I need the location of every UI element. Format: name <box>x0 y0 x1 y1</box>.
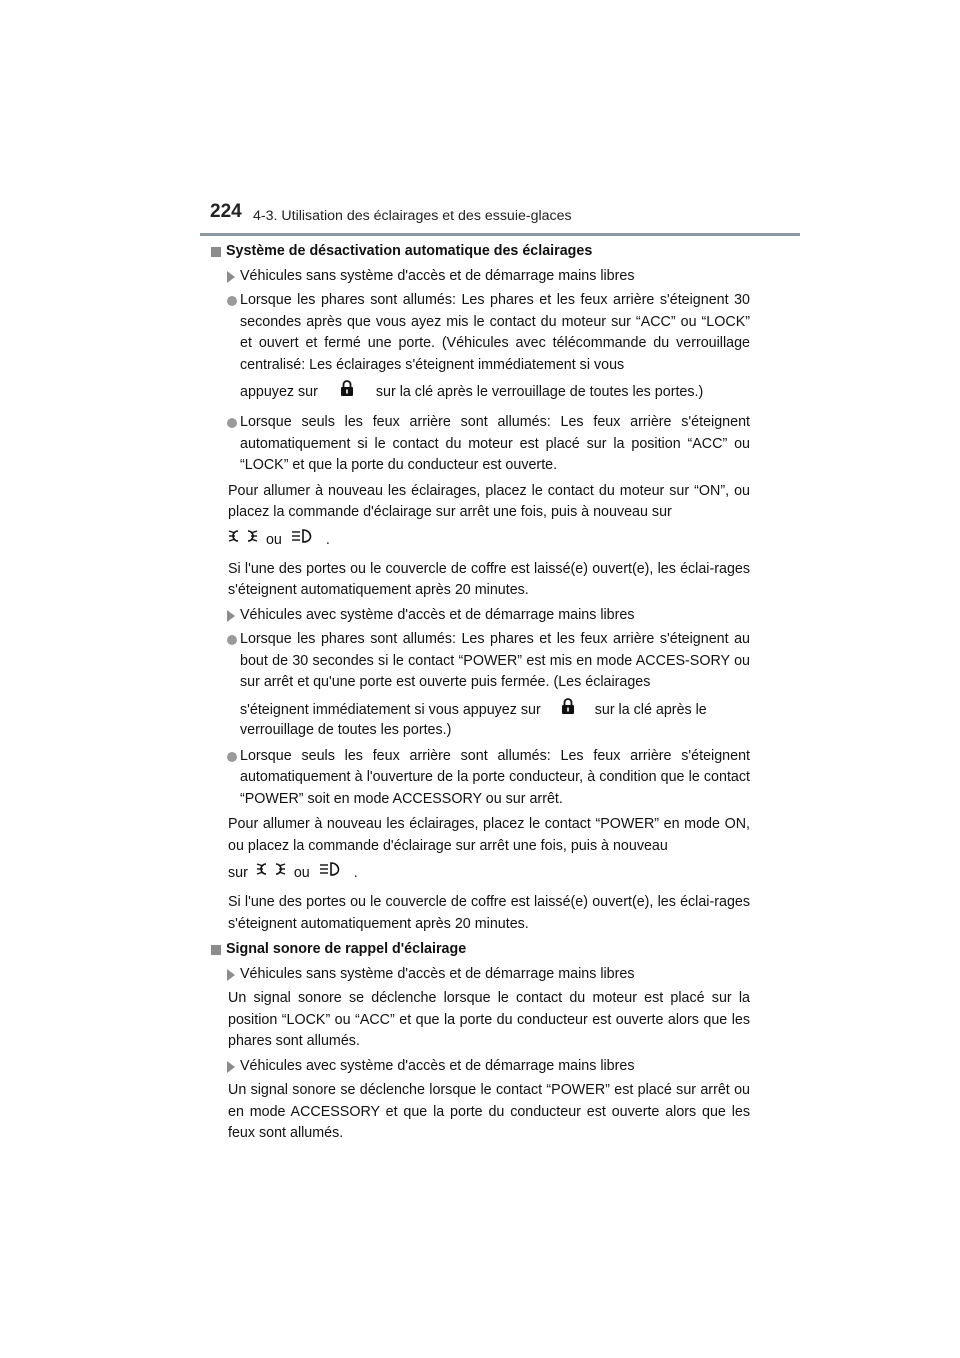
circle-bullet-icon <box>227 296 237 306</box>
paragraph: Un signal sonore se déclenche lorsque le contact du moteur est placé sur la position “LOCK” ou “ACC” et que la porte du conducteur est ouverte alors que les phares sont allumés. <box>228 990 750 1050</box>
square-bullet-icon <box>211 247 221 257</box>
page-number: 224 <box>210 201 242 222</box>
bullet-item: Lorsque les phares sont allumés: Les phares et les feux arrière s'éteignent au bout de 30 secondes si le contact “POWER” est mis en mode ACCES-SORY ou sur arrêt et qu'une porte est ouverte puis fermée. (Les éclairages s'éteignent immédiatement si vous appuyez sur sur la clé après le verrouillage de toutes les portes.) <box>210 629 750 741</box>
lock-icon <box>340 376 354 408</box>
tail-light-icon <box>228 524 258 556</box>
tail-light-icon <box>256 857 286 889</box>
header-divider <box>200 233 800 236</box>
bullet-item: Lorsque seuls les feux arrière sont allumés: Les feux arrière s'éteignent automatiquement à l'ouverture de la porte conducteur, à condition que le contact “POWER” soit en mode ACCESSORY ou sur arrêt. <box>210 746 750 811</box>
headlight-icon <box>290 524 318 556</box>
paragraph: Pour allumer à nouveau les éclairages, placez le contact “POWER” en mode ON, ou placez la commande d'éclairage sur arrêt une fois, puis à nouveau sur ou . <box>210 814 750 889</box>
bullet-item: Lorsque seuls les feux arrière sont allumés: Les feux arrière s'éteignent automatiquement si le contact du moteur est placé sur la position “ACC” ou “LOCK” et que la porte du conducteur est ouverte. <box>210 412 750 477</box>
vehicle-condition: Véhicules avec système d'accès et de démarrage mains libres <box>210 1056 750 1078</box>
page-content <box>210 240 750 1148</box>
triangle-bullet-icon <box>227 1061 235 1073</box>
section-heading <box>210 939 750 961</box>
lock-icon <box>561 694 575 726</box>
bullet-item: Lorsque les phares sont allumés: Les phares et les feux arrière s'éteignent 30 secondes après que vous ayez mis le contact du moteur sur “ACC” ou “LOCK” et ouvert et fermé une porte. (Véhicules avec télécommande du verrouillage centralisé: Les éclairages s'éteignent immédiatement si vous appuyez sur sur la clé après le verrouillage de toutes les portes.) <box>210 290 750 408</box>
vehicle-condition: Véhicules avec système d'accès et de démarrage mains libres <box>210 605 750 627</box>
vehicle-condition: Véhicules sans système d'accès et de démarrage mains libres <box>210 266 750 288</box>
section-title: 4-3. Utilisation des éclairages et des essuie-glaces <box>253 208 572 224</box>
square-bullet-icon <box>211 945 221 955</box>
heading-text: Signal sonore de rappel d'éclairage <box>226 941 467 958</box>
headlight-icon <box>318 857 346 889</box>
paragraph: Si l'une des portes ou le couvercle de coffre est laissé(e) ouvert(e), les éclai-rages s'éteignent automatiquement après 20 minutes. <box>228 894 750 932</box>
circle-bullet-icon <box>227 418 237 428</box>
paragraph: Pour allumer à nouveau les éclairages, placez le contact du moteur sur “ON”, ou placez la commande d'éclairage sur arrêt une fois, puis à nouveau sur ou . <box>210 481 750 556</box>
circle-bullet-icon <box>227 635 237 645</box>
circle-bullet-icon <box>227 752 237 762</box>
triangle-bullet-icon <box>227 969 235 981</box>
page-header <box>200 201 800 231</box>
triangle-bullet-icon <box>227 271 235 283</box>
paragraph: Si l'une des portes ou le couvercle de coffre est laissé(e) ouvert(e), les éclai-rages s'éteignent automatiquement après 20 minutes. <box>228 560 750 599</box>
section-heading <box>210 241 750 263</box>
vehicle-condition: Véhicules sans système d'accès et de démarrage mains libres <box>210 964 750 986</box>
heading-text: Système de désactivation automatique des éclairages <box>226 243 593 259</box>
triangle-bullet-icon <box>227 610 235 622</box>
paragraph: Un signal sonore se déclenche lorsque le contact “POWER” est placé sur arrêt ou en mode ACCESSORY et que la porte du conducteur est ouverte alors que les feux sont allumés. <box>228 1082 750 1142</box>
